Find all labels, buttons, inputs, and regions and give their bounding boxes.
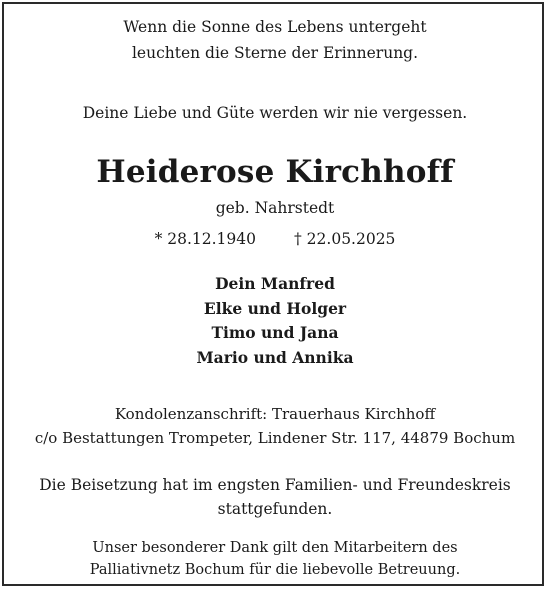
thanks-note xyxy=(0,537,550,581)
life-dates xyxy=(0,227,550,251)
mourner: Mario und Annika xyxy=(196,347,354,367)
poem xyxy=(0,14,550,66)
birth-date: * 28.12.1940 xyxy=(154,230,256,248)
mourner: Timo und Jana xyxy=(211,323,339,342)
thanks-line-2: Palliativnetz Bochum für die liebevolle Betreuung. xyxy=(89,562,461,578)
love-line: Deine Liebe und Güte werden wir nie vergessen. xyxy=(82,104,468,122)
mourners-list xyxy=(0,272,550,370)
poem-line-2: leuchten die Sterne der Erinnerung. xyxy=(131,44,419,62)
birth-name: geb. Nahrstedt xyxy=(215,199,335,217)
deceased-name: Heiderose Kirchhoff xyxy=(96,154,454,190)
mourner: Elke und Holger xyxy=(203,298,347,318)
death-date: † 22.05.2025 xyxy=(294,230,396,248)
burial-line-2: stattgefunden. xyxy=(217,500,333,518)
poem-line-1: Wenn die Sonne des Lebens untergeht xyxy=(123,18,427,36)
burial-note xyxy=(0,473,550,521)
thanks-line-1: Unser besonderer Dank gilt den Mitarbeitern des xyxy=(92,540,458,556)
burial-line-1: Die Beisetzung hat im engsten Familien- und Freundeskreis xyxy=(39,476,511,494)
condolence-line-1: Kondolenzanschrift: Trauerhaus Kirchhoff xyxy=(114,405,436,423)
condolence-line-2: c/o Bestattungen Trompeter, Lindener Str. 117, 44879 Bochum xyxy=(34,429,516,447)
mourner: Dein Manfred xyxy=(215,274,335,293)
condolence-address xyxy=(0,402,550,450)
